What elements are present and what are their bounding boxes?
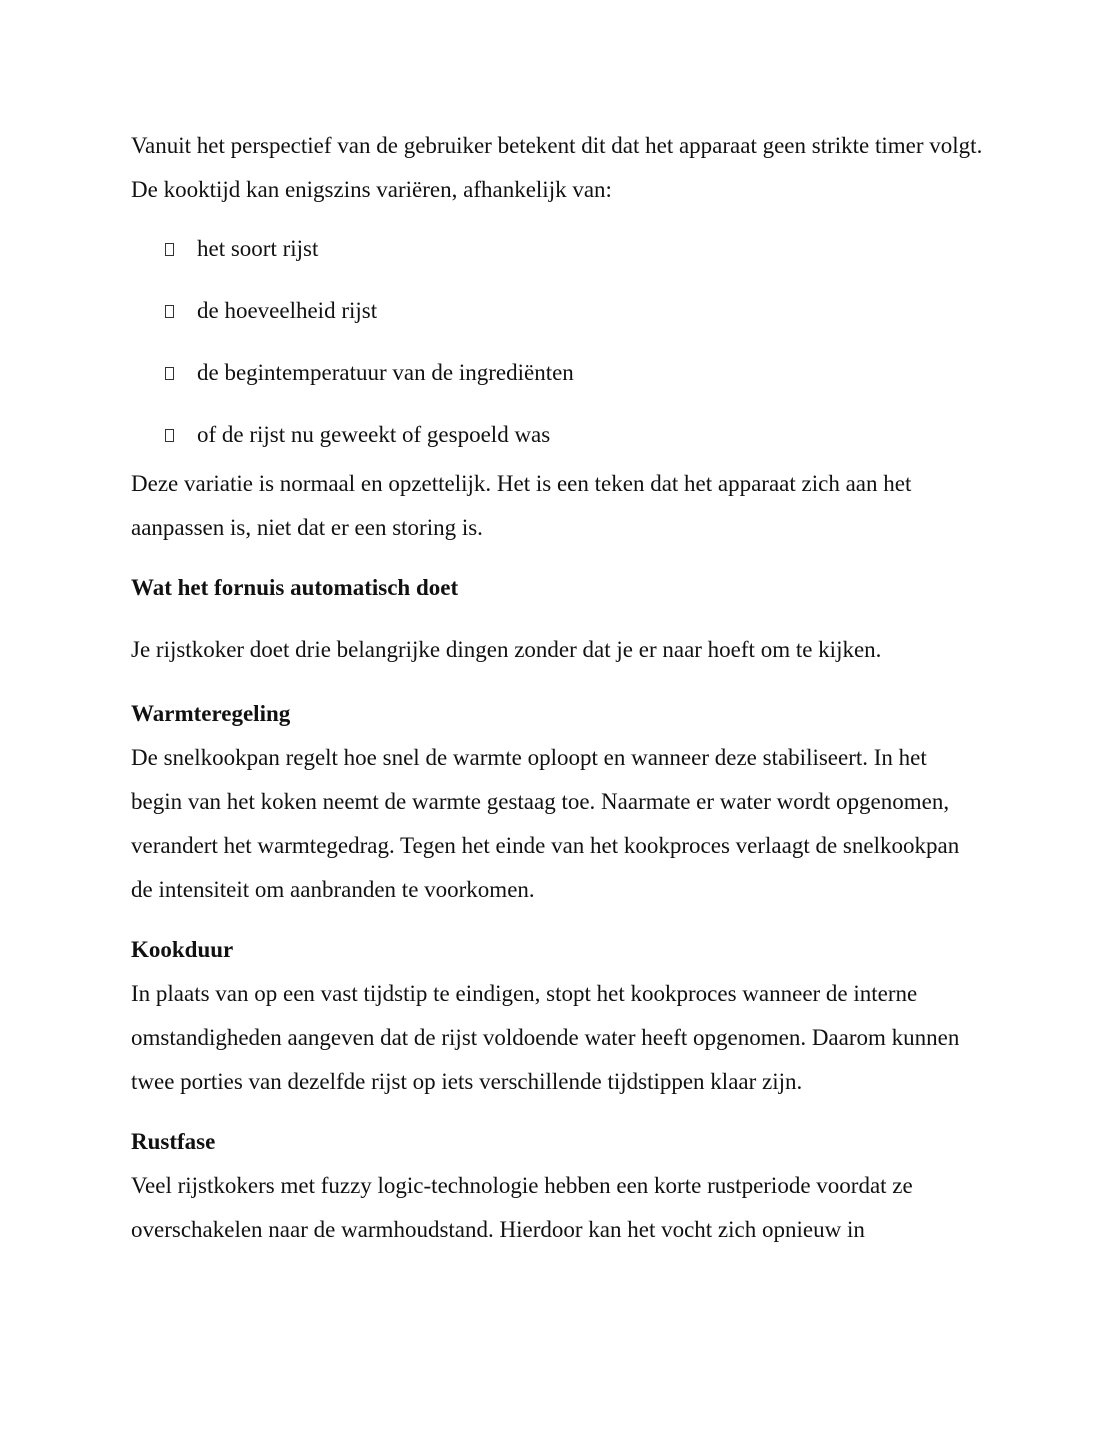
list-item-text: de begintemperatuur van de ingrediënten [197, 360, 574, 385]
bullet-glyph-icon [165, 429, 174, 442]
list-item-text: of de rijst nu geweekt of gespoeld was [197, 422, 551, 447]
rustfase-heading: Rustfase [131, 1129, 216, 1154]
section-intro-paragraph: Je rijstkoker doet drie belangrijke dingen zonder dat je er naar hoeft om te kijken. [131, 637, 882, 662]
bullet-glyph-icon [165, 367, 174, 380]
list-item-text: het soort rijst [197, 236, 319, 261]
list-item [131, 404, 983, 466]
list-item [131, 218, 983, 280]
variation-paragraph: Deze variatie is normaal en opzettelijk. Het is een teken dat het apparaat zich aan het aanpassen is, niet dat er een storing is. [131, 471, 912, 540]
rustfase-body: Veel rijstkokers met fuzzy logic-technologie hebben een korte rustperiode voordat ze overschakelen naar de warmhoudstand. Hierdoor kan het vocht zich opnieuw in [131, 1173, 913, 1242]
section-heading: Wat het fornuis automatisch doet [131, 575, 459, 600]
intro-paragraph: Vanuit het perspectief van de gebruiker betekent dit dat het apparaat geen strikte timer volgt. De kooktijd kan enigszins variëren, afhankelijk van: [131, 133, 983, 202]
list-item [131, 342, 983, 404]
warmteregeling-body: De snelkookpan regelt hoe snel de warmte oploopt en wanneer deze stabiliseert. In het begin van het koken neemt de warmte gestaag toe. Naarmate er water wordt opgenomen, verandert het warmtegedrag. Tegen het einde van het kookproces verlaagt de snelkookpan de intensiteit om aanbranden te voorkomen. [131, 745, 960, 902]
kookduur-heading: Kookduur [131, 937, 234, 962]
kookduur-body: In plaats van op een vast tijdstip te eindigen, stopt het kookproces wanneer de interne omstandigheden aangeven dat de rijst voldoende water heeft opgenomen. Daarom kunnen twee porties van dezelfde rijst op iets verschillende tijdstippen klaar zijn. [131, 981, 960, 1094]
bullet-glyph-icon [165, 305, 174, 318]
warmteregeling-heading: Warmteregeling [131, 701, 291, 726]
page-content [131, 124, 983, 1252]
factor-list [131, 218, 983, 466]
list-item-text: de hoeveelheid rijst [197, 298, 378, 323]
bullet-glyph-icon [165, 243, 174, 256]
list-item [131, 280, 983, 342]
